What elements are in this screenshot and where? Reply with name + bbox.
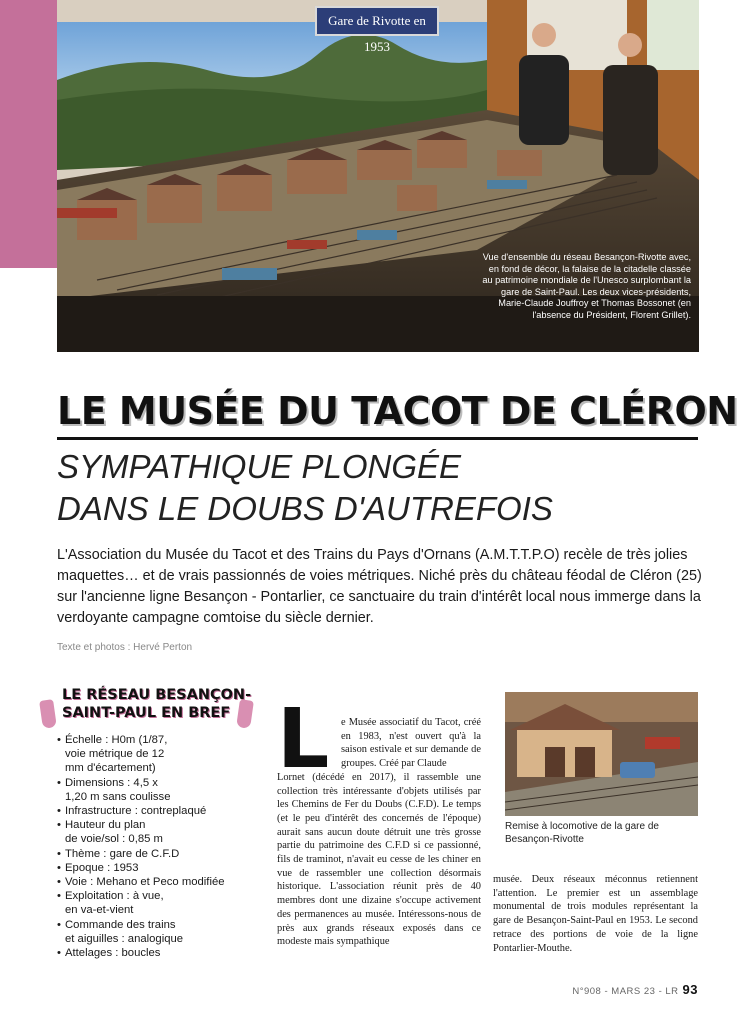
list-item: • Attelages : boucles <box>57 946 257 960</box>
page-footer <box>572 982 698 997</box>
subtitle-line-2: DANS LE DOUBS D'AUTREFOIS <box>57 490 553 527</box>
article-column-middle <box>277 716 481 949</box>
article-body: Lornet (décédé en 2017), il rassemble une collection très intéressante d'objets utilisés par les Chemins de Fer du Doubs (C.F.D). Le temps (et le peu d'intérêt des concernés de l'époque) aurait sans aucun doute détruit une très grosse partie du patrimoine des C.F.D si ce passionné, fils de traminot, n'avait eu cesse de les chiner en vue de rassembler une collection désormais historique. L'association réunit près de 40 membres dont une dizaine s'occupe activement des permanences au musée. Intéressons-nous de près aux grands réseaux exposés dans ce modeste mais sympathique <box>277 771 481 948</box>
page-title: LE MUSÉE DU TACOT DE CLÉRON <box>57 389 738 433</box>
article-intro: e Musée associatif du Tacot, créé en 1983, n'est ouvert qu'à la saison estivale et sur demande de groupes. Créé par Claude <box>341 717 481 770</box>
accent-bar <box>0 0 57 268</box>
photo2-caption: Remise à locomotive de la gare de Besançon-Rivotte <box>505 821 659 845</box>
lead-paragraph: L'Association du Musée du Tacot et des Trains du Pays d'Ornans (A.M.T.T.P.O) recèle de très jolies maquettes… et de vrais passionnés de voies métriques. Niché près du château féodal de Cléron (25) sur l'ancienne ligne Besançon - Pontarlier, ce sanctuaire du train d'intérêt local nous immerge dans la verdoyante campagne comtoise du siècle dernier. <box>57 547 702 626</box>
list-item: • Dimensions : 4,5 x 1,20 m sans coulisse <box>57 776 257 804</box>
box-title-line-1: LE RÉSEAU BESANÇON- <box>62 687 252 703</box>
list-item: • Thème : gare de C.F.D <box>57 847 257 861</box>
title-rule <box>57 437 698 440</box>
subtitle <box>57 446 553 530</box>
list-item: • Voie : Mehano et Peco modifiée <box>57 875 257 889</box>
list-item: • Échelle : H0m (1/87, voie métrique de 12 mm d'écartement) <box>57 733 257 776</box>
station-sign: Gare de Rivotte en 1953 <box>315 6 439 36</box>
page-number: 93 <box>682 982 698 997</box>
facts-list <box>57 733 257 960</box>
issue-label: N°908 - MARS 23 - LR <box>572 986 679 997</box>
engine-shed-illustration <box>505 692 698 816</box>
engine-shed-photo <box>505 692 698 816</box>
list-item: • Commande des trains et aiguilles : analogique <box>57 918 257 946</box>
hero-photo <box>57 0 699 352</box>
pin-icon <box>39 699 57 729</box>
box-title-line-2: SAINT-PAUL EN BREF <box>62 705 231 721</box>
list-item: • Infrastructure : contreplaqué <box>57 804 257 818</box>
photo-credit: Texte et photos : Hervé Perton <box>57 642 193 653</box>
subtitle-line-1: SYMPATHIQUE PLONGÉE <box>57 448 462 485</box>
box-title <box>62 686 251 722</box>
list-item: • Hauteur du plan de voie/sol : 0,85 m <box>57 818 257 846</box>
article-column-right: musée. Deux réseaux méconnus retiennent l'attention. Le premier est un assemblage monumental de trois modules représentant la gare de Besançon-Saint-Paul en 1953. Le second retrace des portions de voie de la ligne Pontarlier-Mouthe. <box>493 874 698 954</box>
list-item: • Epoque : 1953 <box>57 861 257 875</box>
hero-caption: Vue d'ensemble du réseau Besançon-Rivotte avec, en fond de décor, la falaise de la citadelle classée au patrimoine mondiale de l'Unesco surplombant la gare de Saint-Paul. Les deux vices-présidents, Marie-Claude Jouffroy et Thomas Bossonet (en l'absence du Président, Florent Grillet). <box>482 252 691 320</box>
list-item: • Exploitation : à vue, en va-et-vient <box>57 889 257 917</box>
drop-cap: L <box>277 692 330 787</box>
